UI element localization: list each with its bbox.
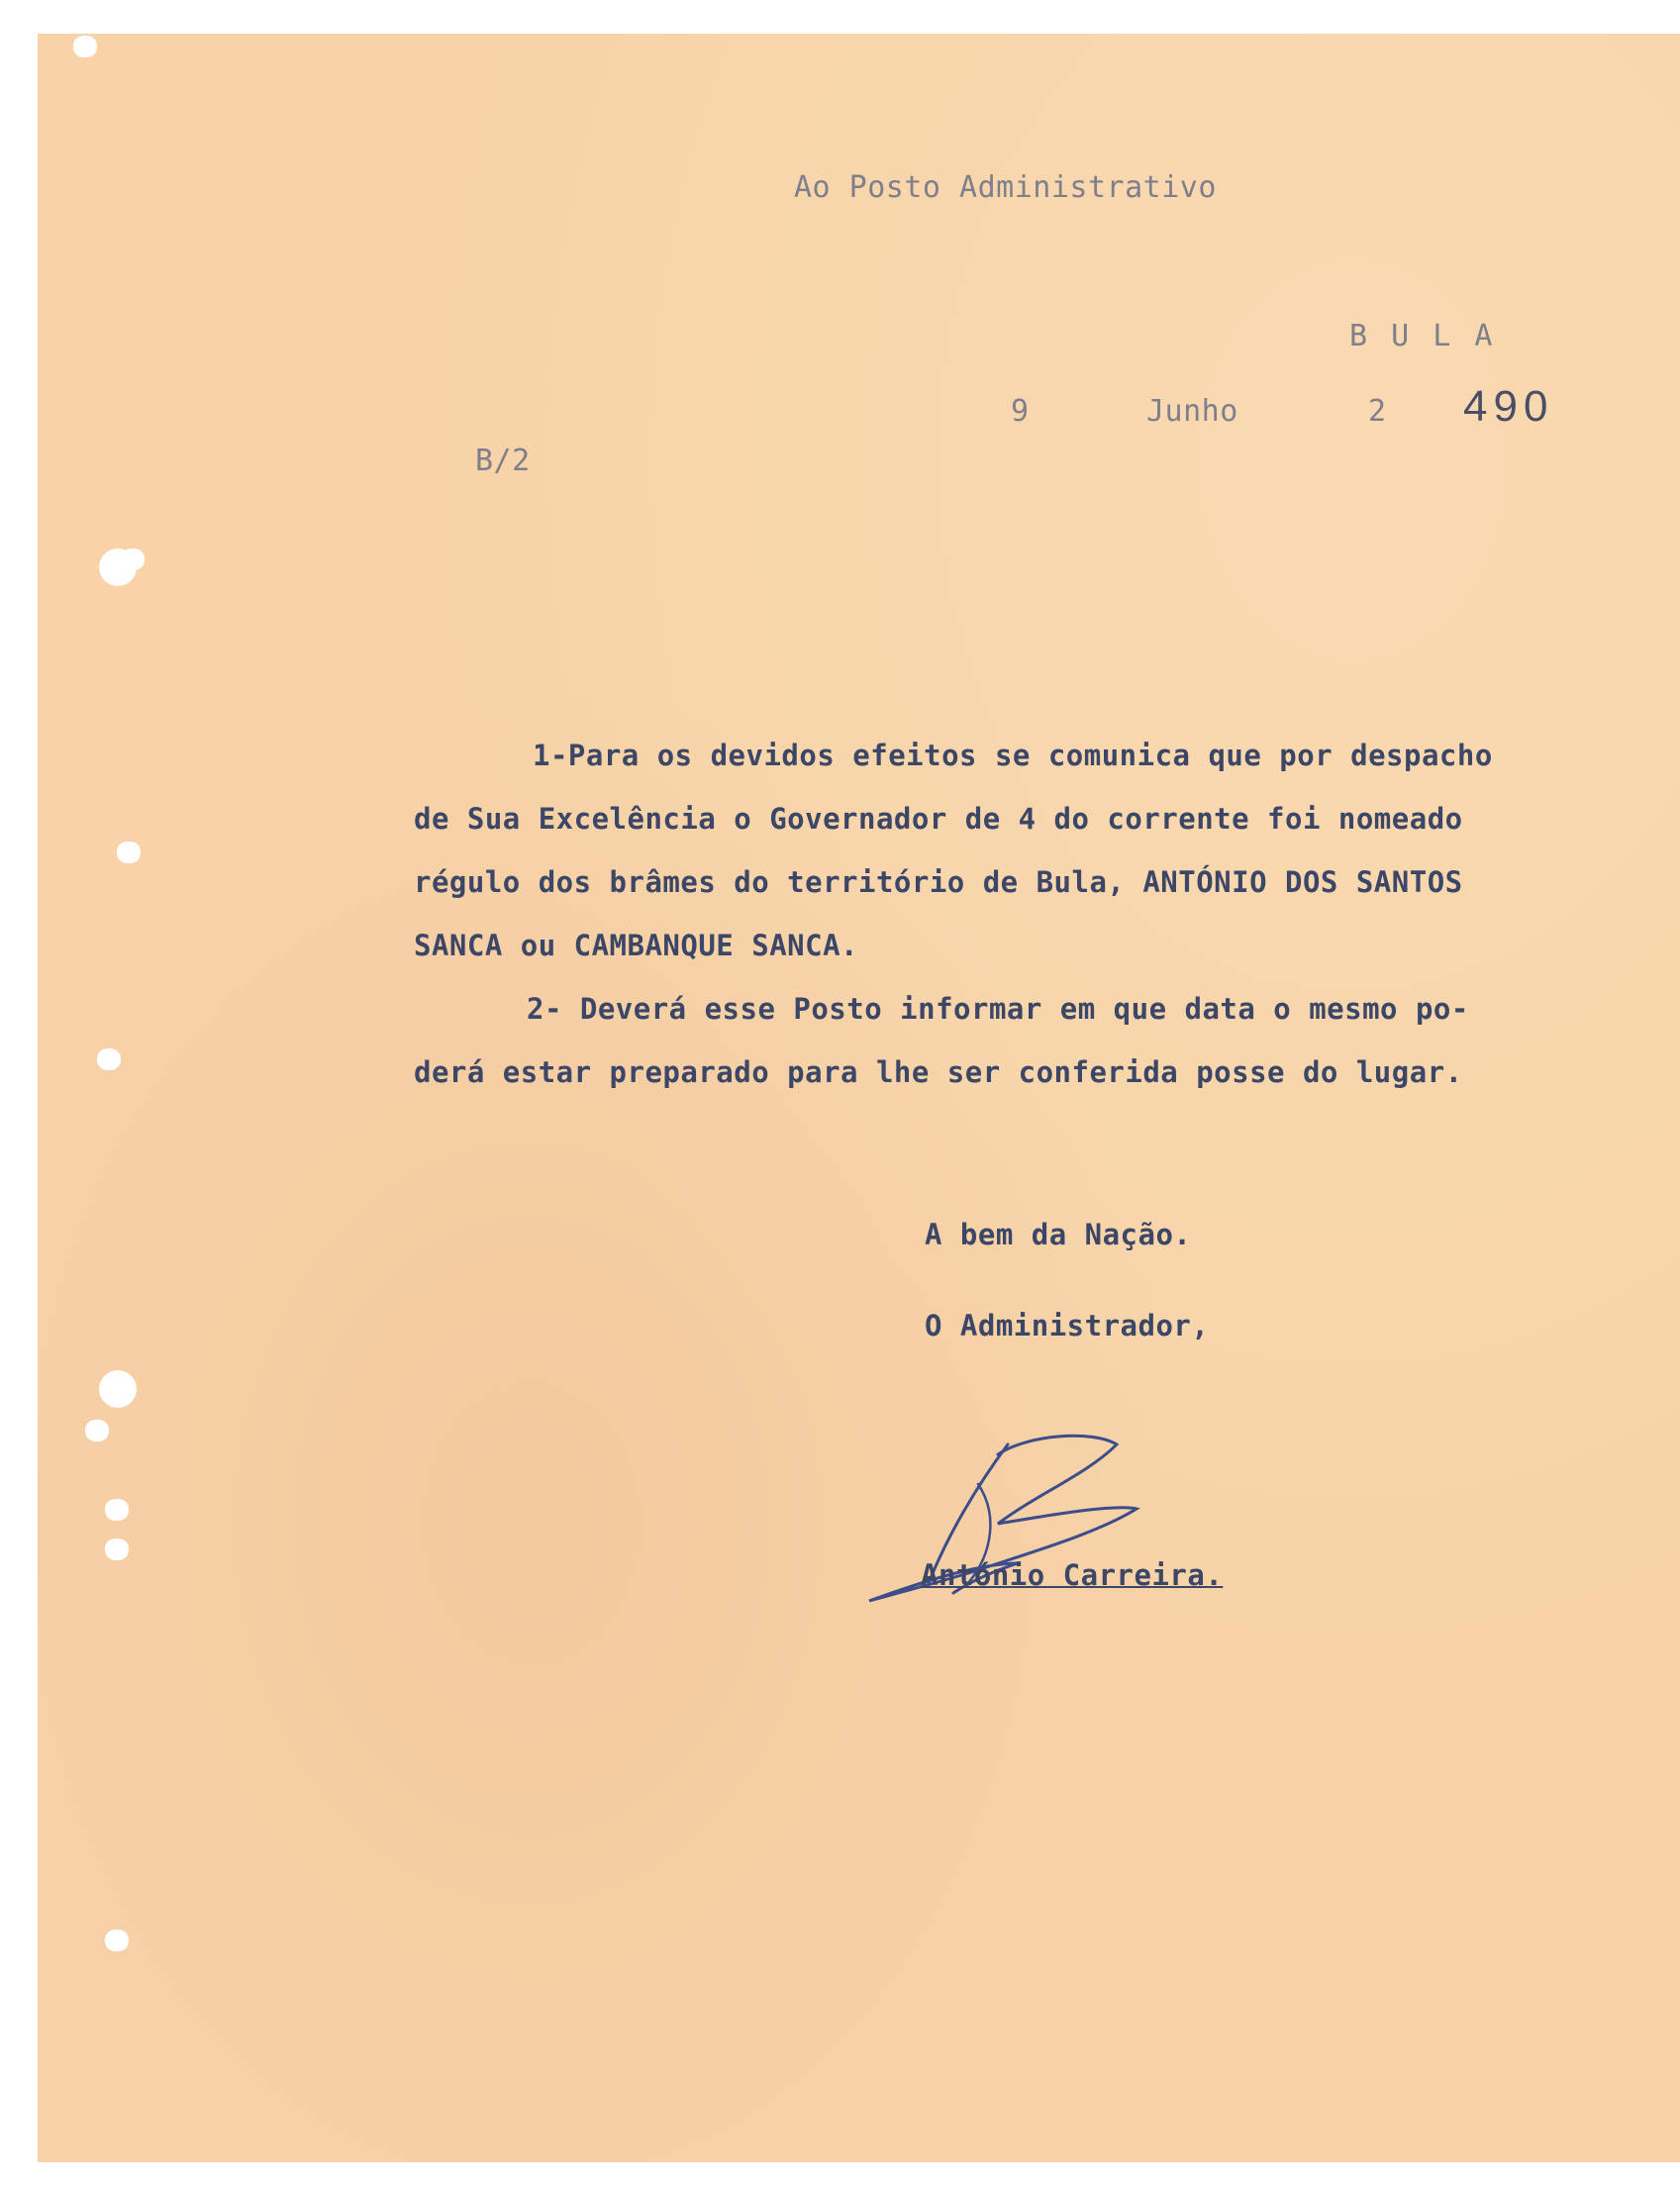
punch-hole bbox=[99, 1370, 137, 1408]
punch-hole bbox=[105, 1930, 129, 1951]
body-line: 2- Deverá esse Posto informar em que data o mesmo po- bbox=[527, 992, 1469, 1026]
body-line: de Sua Excelência o Governador de 4 do corrente foi nomeado bbox=[414, 802, 1463, 836]
punch-hole bbox=[85, 1420, 109, 1441]
closing-line: A bem da Nação. bbox=[925, 1218, 1192, 1251]
place-name: B U L A bbox=[1349, 319, 1496, 353]
reference-number: 490 bbox=[1463, 382, 1554, 431]
document-reference: B/2 bbox=[475, 444, 531, 478]
body-line: SANCA ou CAMBANQUE SANCA. bbox=[414, 929, 858, 962]
punch-hole bbox=[117, 842, 141, 863]
punch-hole bbox=[121, 548, 145, 570]
punch-hole bbox=[105, 1539, 129, 1560]
reference-prefix: 2 bbox=[1368, 394, 1387, 429]
body-line: régulo dos brâmes do território de Bula, ANTÓNIO DOS SANTOS bbox=[414, 865, 1463, 899]
recipient-line: Ao Posto Administrativo bbox=[794, 170, 1217, 205]
punch-hole bbox=[105, 1499, 129, 1521]
body-line: derá estar preparado para lhe ser conferida posse do lugar. bbox=[414, 1055, 1463, 1089]
body-line: 1-Para os devidos efeitos se comunica que por despacho bbox=[533, 739, 1493, 772]
date-month: Junho bbox=[1146, 394, 1238, 429]
punch-hole bbox=[73, 36, 97, 57]
signer-title: O Administrador, bbox=[925, 1309, 1210, 1342]
date-day: 9 bbox=[1011, 394, 1030, 429]
signer-name: António Carreira. bbox=[921, 1558, 1224, 1592]
document-page bbox=[38, 34, 1680, 2162]
punch-hole bbox=[97, 1048, 121, 1070]
